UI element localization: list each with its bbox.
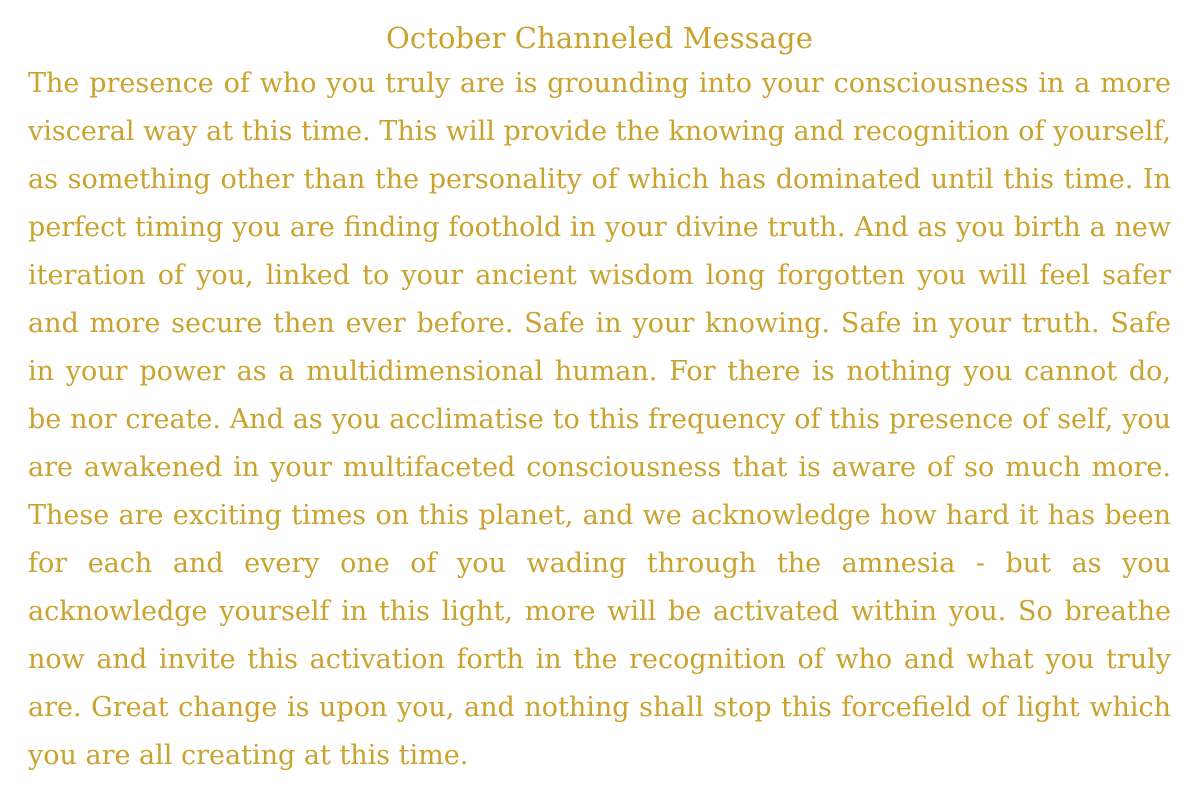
- page-title: October Channeled Message: [386, 21, 813, 55]
- message-body: The presence of who you truly are is grounding into your consciousness in a more visceral way at this time. This will provide the knowing and recognition of yourself, as something other than the personality of which has dominated until this time. In perfect timing you are finding foothold in your divine truth. And as you birth a new iteration of you, linked to your ancient wisdom long forgotten you will feel safer and more secure then ever before. Safe in your knowing. Safe in your truth. Safe in your power as a multidimensional human. For there is nothing you cannot do, be nor create. And as you acclimatise to this frequency of this presence of self, you are awakened in your multifaceted consciousness that is aware of so much more. These are exciting times on this planet, and we acknowledge how hard it has been for each and every one of you wading through the amnesia - but as you acknowledge yourself in this light, more will be activated within you. So breathe now and invite this activation forth in the recognition of who and what you truly are. Great change is upon you, and nothing shall stop this forcefield of light which you are all creating at this time.: [28, 68, 1171, 771]
